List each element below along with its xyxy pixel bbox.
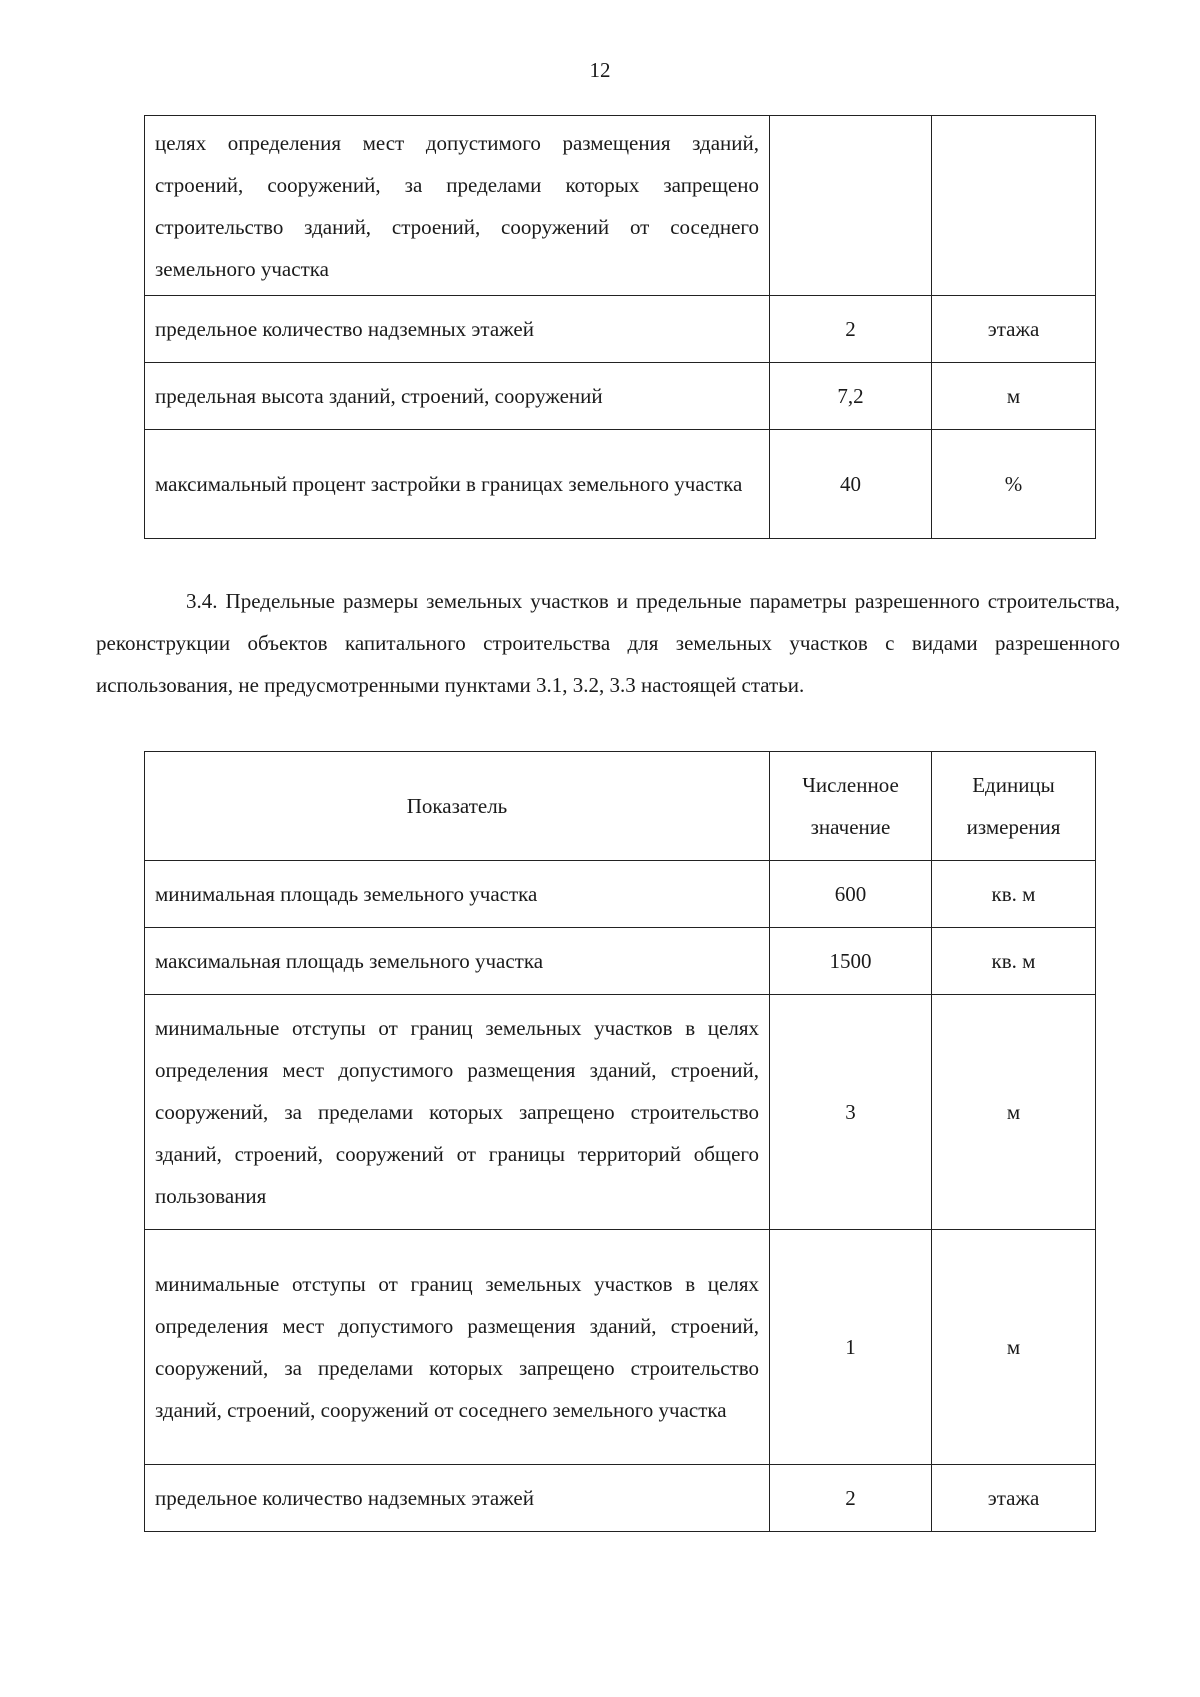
header-value: Численное значение xyxy=(770,752,932,861)
table-row xyxy=(145,995,1096,1230)
unit-cell: м xyxy=(932,363,1096,430)
table-row xyxy=(145,928,1096,995)
unit-cell: кв. м xyxy=(932,861,1096,928)
unit-cell: % xyxy=(932,430,1096,539)
table-row xyxy=(145,1465,1096,1532)
unit-cell xyxy=(932,116,1096,296)
indicator-cell: минимальная площадь земельного участка xyxy=(145,861,770,928)
unit-cell: этажа xyxy=(932,1465,1096,1532)
value-cell: 7,2 xyxy=(770,363,932,430)
value-cell: 2 xyxy=(770,296,932,363)
table-row xyxy=(145,116,1096,296)
table-row xyxy=(145,430,1096,539)
unit-cell: кв. м xyxy=(932,928,1096,995)
table-row xyxy=(145,1230,1096,1465)
value-cell xyxy=(770,116,932,296)
indicator-cell: целях определения мест допустимого размещения зданий, строений, сооружений, за пределами которых запрещено строительство зданий, строений, сооружений от соседнего земельного участка xyxy=(145,116,770,296)
header-unit: Единицы измерения xyxy=(932,752,1096,861)
indicator-cell: предельное количество надземных этажей xyxy=(145,296,770,363)
parameters-table-3-4 xyxy=(144,751,1096,1532)
parameters-table-continued xyxy=(144,115,1096,539)
table-row xyxy=(145,296,1096,363)
section-3-4-paragraph: 3.4. Предельные размеры земельных участков и предельные параметры разрешенного строительства, реконструкции объектов капитального строительства для земельных участков с видами разрешенного использования, не предусмотренными пунктами 3.1, 3.2, 3.3 настоящей статьи. xyxy=(96,589,1120,697)
table-header-row xyxy=(145,752,1096,861)
unit-cell: м xyxy=(932,1230,1096,1465)
header-indicator: Показатель xyxy=(145,752,770,861)
indicator-cell: минимальные отступы от границ земельных участков в целях определения мест допустимого размещения зданий, строений, сооружений, за пределами которых запрещено строительство зданий, строений, сооружений от границы территорий общего пользования xyxy=(145,995,770,1230)
indicator-cell: максимальная площадь земельного участка xyxy=(145,928,770,995)
indicator-cell: предельная высота зданий, строений, сооружений xyxy=(145,363,770,430)
indicator-cell: предельное количество надземных этажей xyxy=(145,1465,770,1532)
page-number: 12 xyxy=(589,58,611,82)
value-cell: 600 xyxy=(770,861,932,928)
indicator-cell: минимальные отступы от границ земельных участков в целях определения мест допустимого размещения зданий, строений, сооружений, за пределами которых запрещено строительство зданий, строений, сооружений от соседнего земельного участка xyxy=(145,1230,770,1465)
value-cell: 3 xyxy=(770,995,932,1230)
indicator-cell: максимальный процент застройки в границах земельного участка xyxy=(145,430,770,539)
value-cell: 2 xyxy=(770,1465,932,1532)
value-cell: 1500 xyxy=(770,928,932,995)
unit-cell: м xyxy=(932,995,1096,1230)
table-row xyxy=(145,363,1096,430)
value-cell: 40 xyxy=(770,430,932,539)
value-cell: 1 xyxy=(770,1230,932,1465)
table-row xyxy=(145,861,1096,928)
unit-cell: этажа xyxy=(932,296,1096,363)
